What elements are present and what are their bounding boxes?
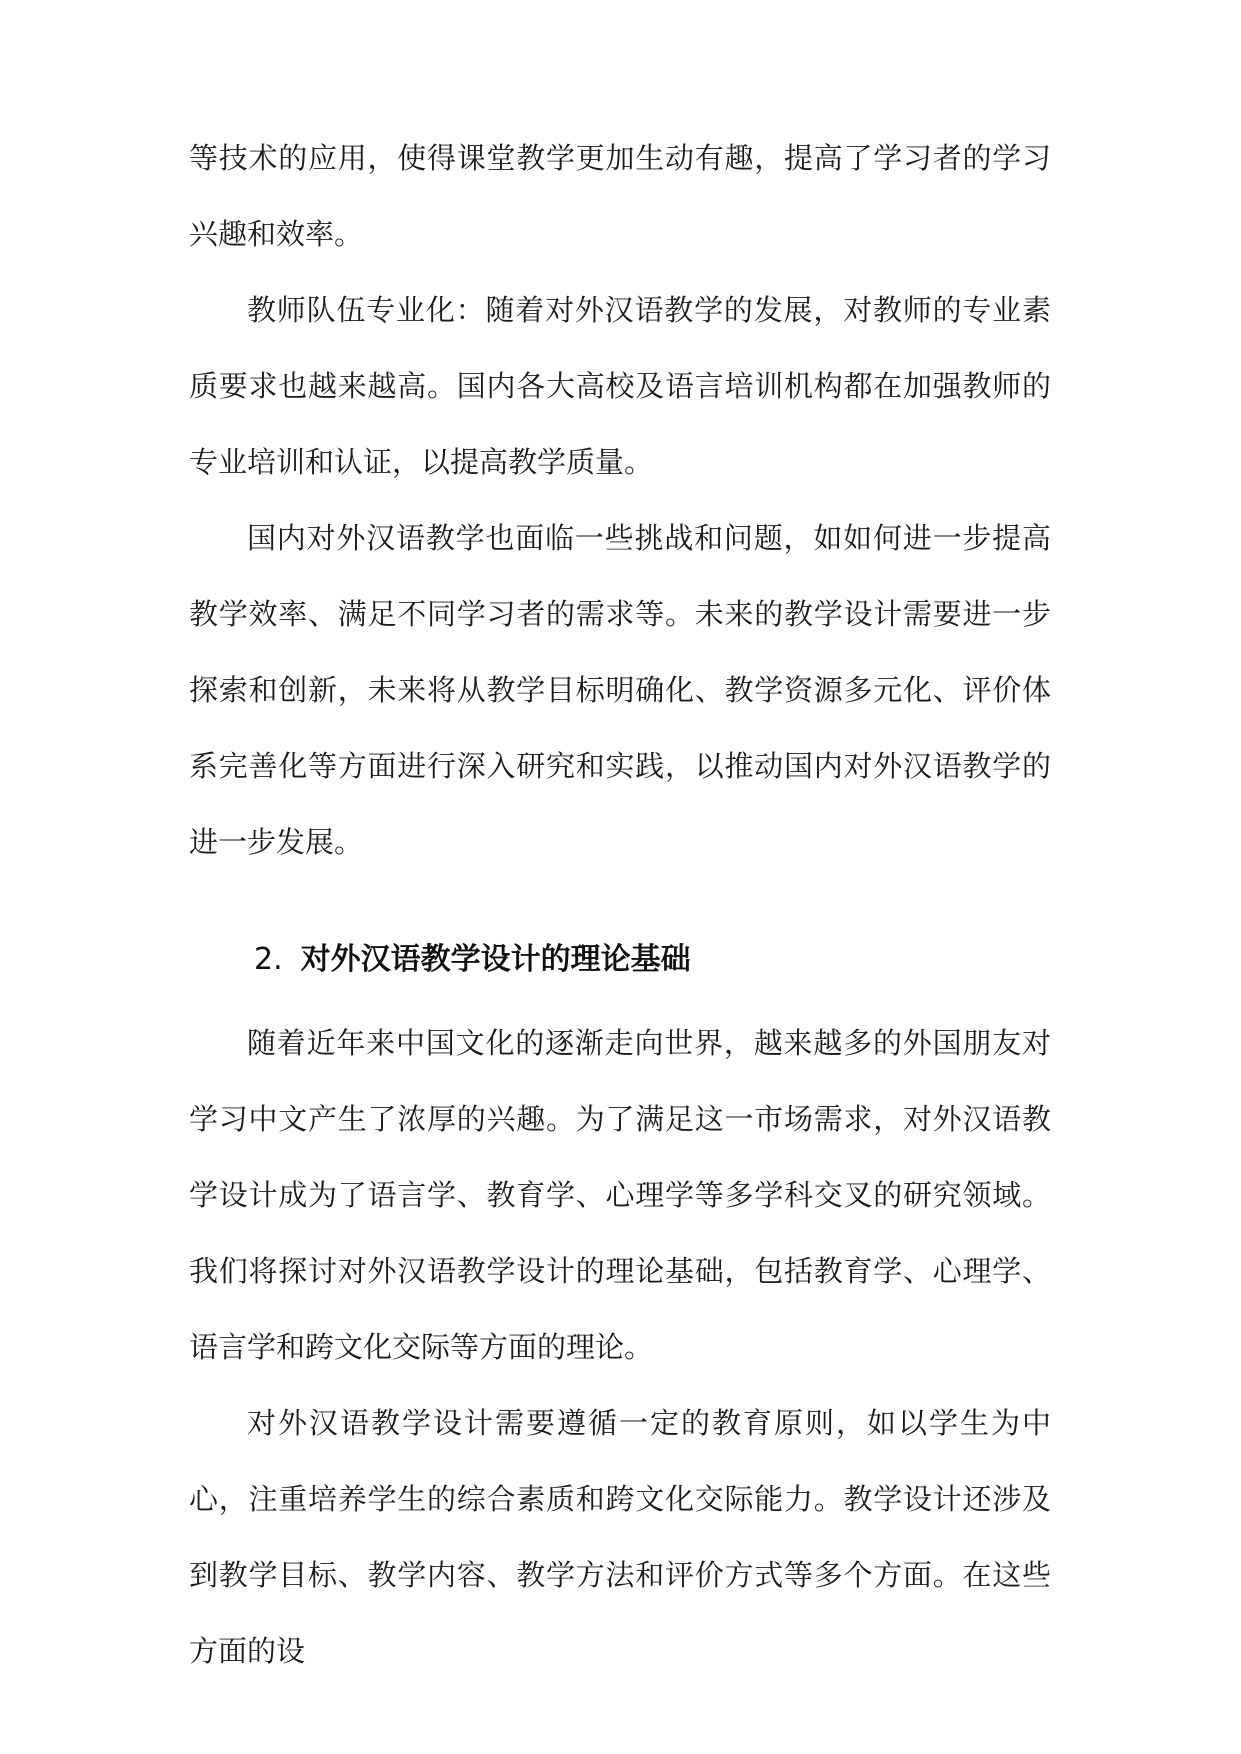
paragraph-teacher-professionalization: 教师队伍专业化：随着对外汉语教学的发展，对教师的专业素质要求也越来越高。国内各大高校及语言培训机构都在加强教师的专业培训和认证，以提高教学质量。: [189, 293, 1051, 479]
paragraph-continued: 等技术的应用，使得课堂教学更加生动有趣，提高了学习者的学习兴趣和效率。: [189, 141, 1051, 251]
paragraph-intro: 随着近年来中国文化的逐渐走向世界，越来越多的外国朋友对学习中文产生了浓厚的兴趣。为了满足这一市场需求，对外汉语教学设计成为了语言学、教育学、心理学等多学科交叉的研究领域。我们将探讨对外汉语教学设计的理论基础，包括教育学、心理学、语言学和跨文化交际等方面的理论。: [189, 1026, 1051, 1364]
section-2-body: [189, 1005, 1051, 1689]
paragraph-challenges: 国内对外汉语教学也面临一些挑战和问题，如如何进一步提高教学效率、满足不同学习者的需求等。未来的教学设计需要进一步探索和创新，未来将从教学目标明确化、教学资源多元化、评价体系完善化等方面进行深入研究和实践，以推动国内对外汉语教学的进一步发展。: [189, 521, 1051, 859]
section-1-body: [189, 120, 1051, 880]
section-title: 对外汉语教学设计的理论基础: [300, 942, 691, 977]
paragraph-principles: 对外汉语教学设计需要遵循一定的教育原则，如以学生为中心，注重培养学生的综合素质和跨文化交际能力。教学设计还涉及到教学目标、教学内容、教学方法和评价方式等多个方面。在这些方面的设: [189, 1406, 1051, 1668]
section-heading: [254, 930, 691, 990]
section-number: 2.: [254, 942, 283, 977]
